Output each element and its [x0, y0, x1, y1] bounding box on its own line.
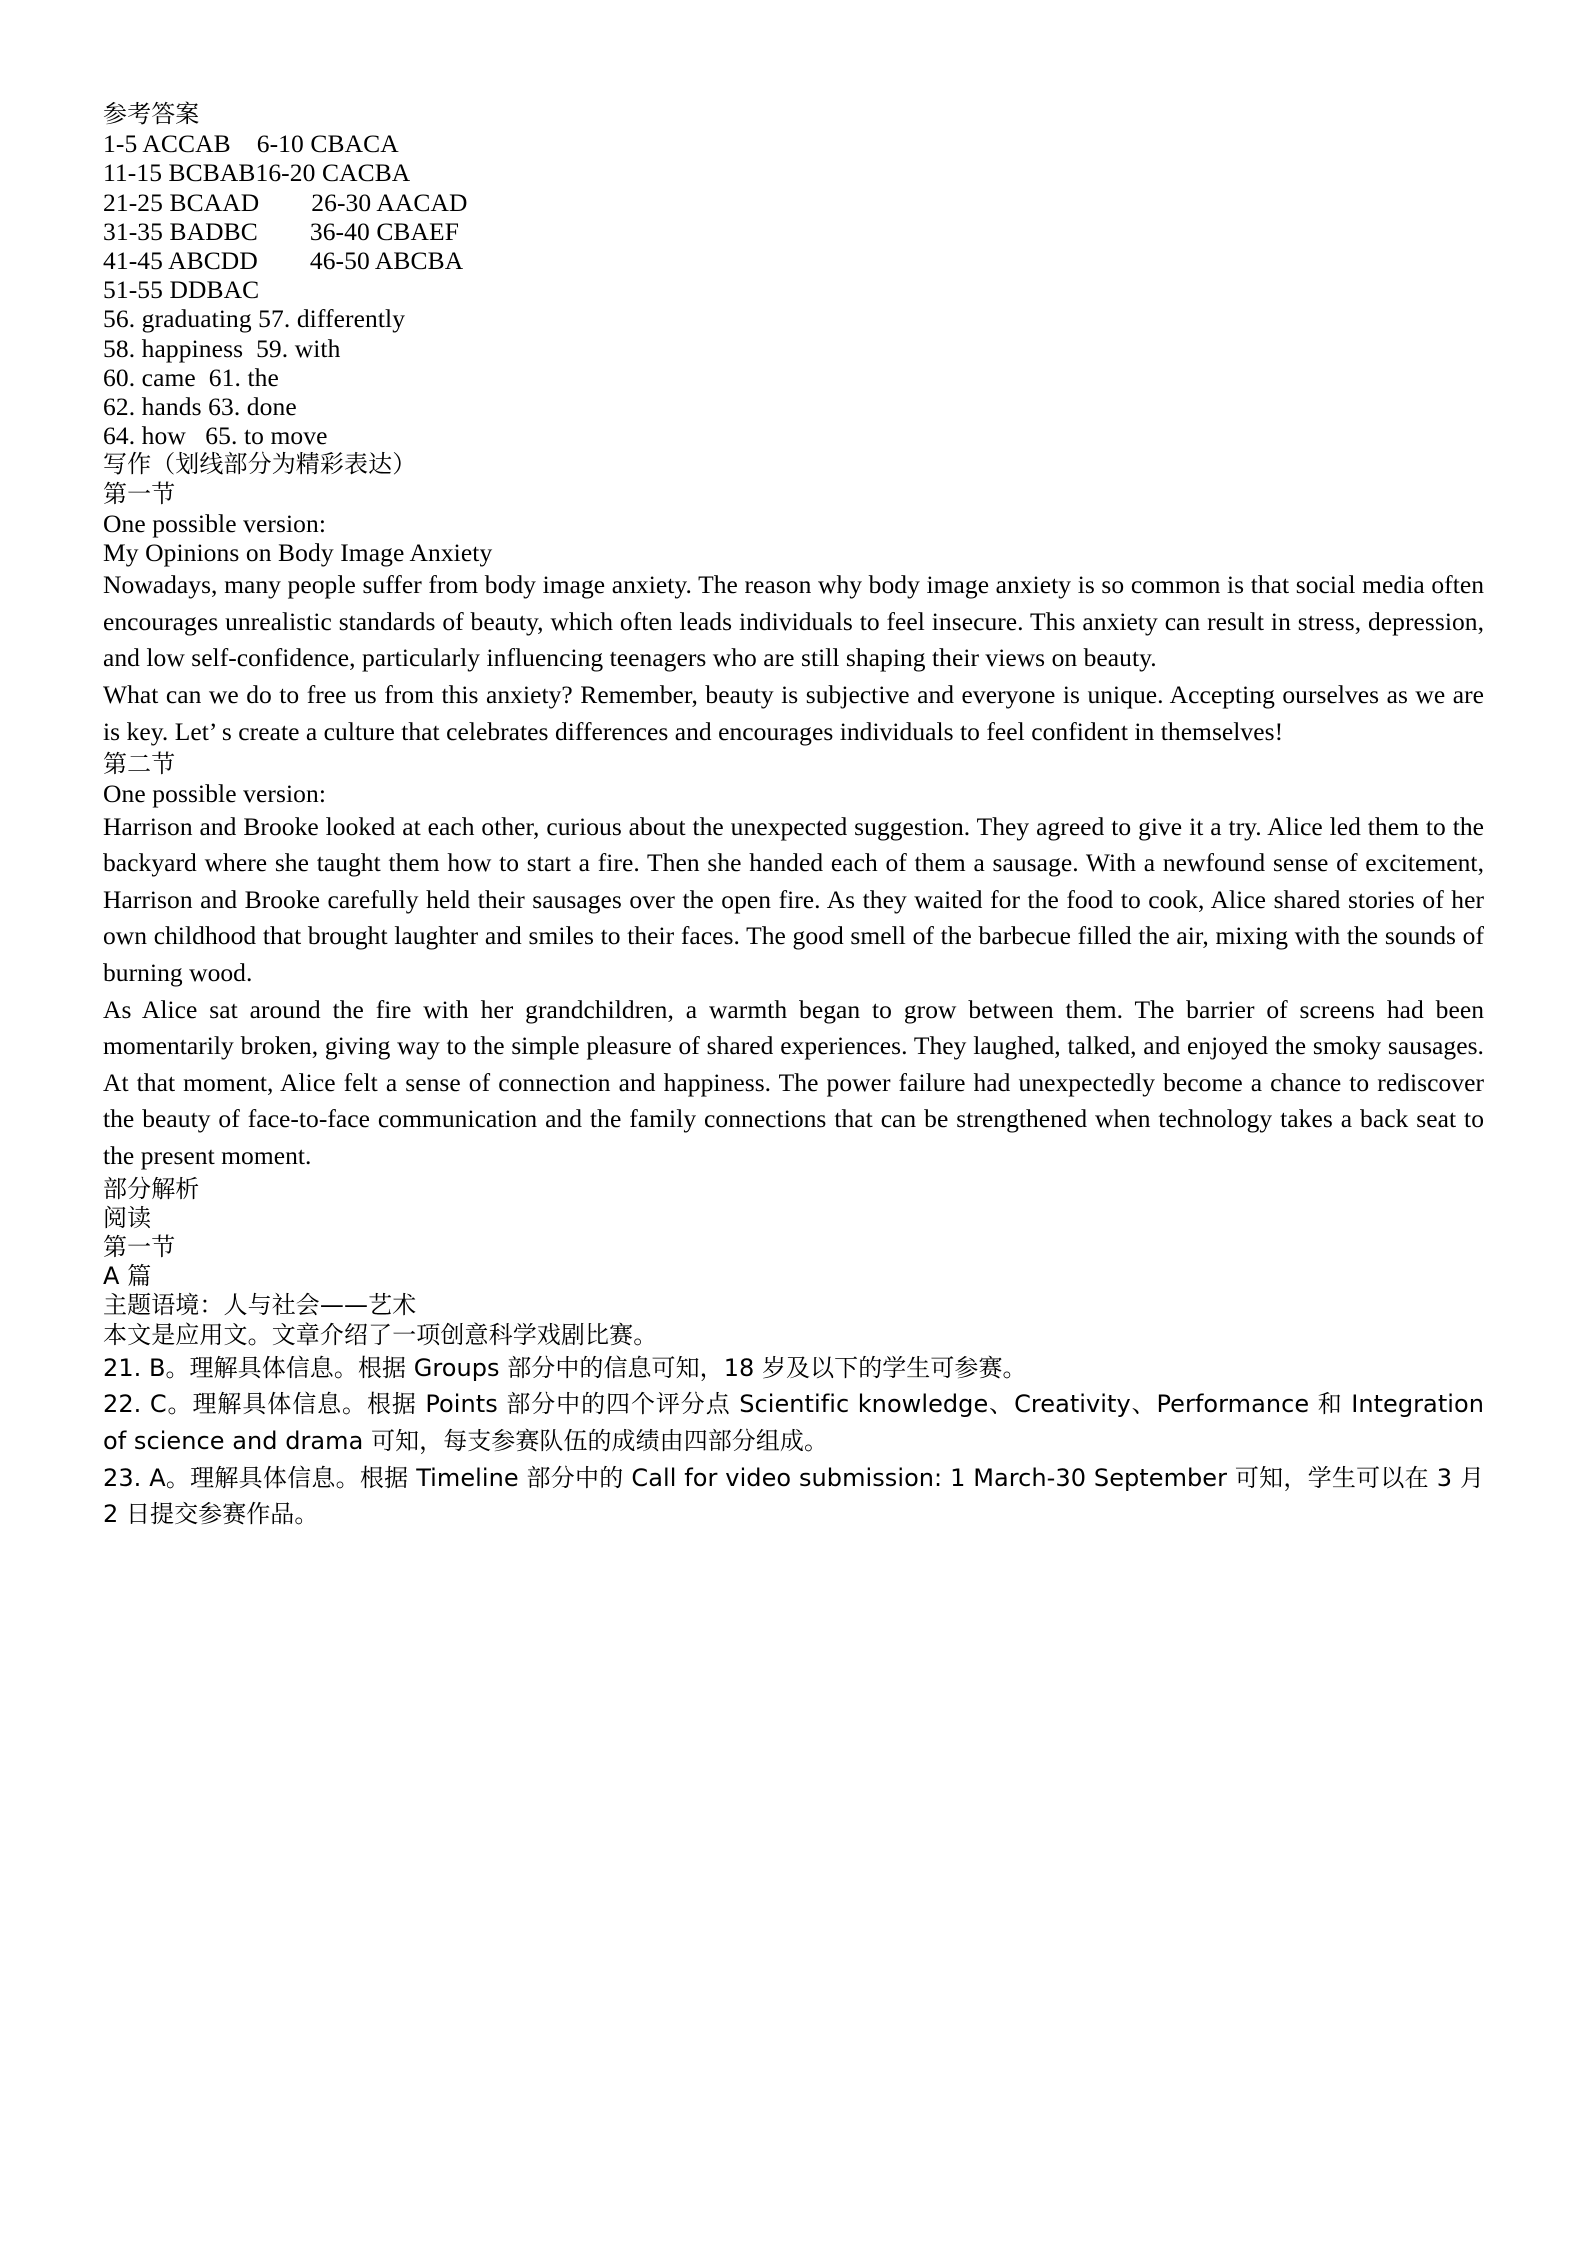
analysis-explanation: 23. A。理解具体信息。根据 Timeline 部分中的 Call for video submission: 1 March-30 September 可知，学生可以在 3 月 2 日提交参赛作品。: [103, 1463, 1484, 1529]
answer-letters-left: BCAAD: [169, 187, 260, 217]
writing-part-two-intro: One possible version:: [103, 779, 327, 809]
answer-letters-right: CBAEF: [376, 216, 460, 246]
document-content: [103, 100, 1484, 1533]
fill-in-answer-line: 56. graduating 57. differently: [103, 304, 406, 334]
analysis-summary: 本文是应用文。文章介绍了一项创意科学戏剧比赛。: [103, 1320, 658, 1349]
answer-range-left: 1-5: [103, 129, 138, 159]
fill-in-answer-line: 62. hands 63. done: [103, 392, 297, 422]
answer-letters-right: ABCBA: [374, 246, 464, 276]
answer-range-left: 41-45: [103, 246, 163, 276]
analysis-explanation: 21. B。理解具体信息。根据 Groups 部分中的信息可知，18 岁及以下的学生可参赛。: [103, 1353, 1027, 1382]
answer-range-right: 6-10: [256, 129, 304, 159]
answer-key-row: [103, 129, 1484, 158]
answer-key-row: [103, 188, 1484, 217]
essay-title: My Opinions on Body Image Anxiety: [103, 538, 493, 568]
answer-letters-right: CACBA: [321, 158, 411, 188]
answer-range-right: 26-30: [311, 187, 372, 217]
writing-part-one-label: 第一节: [103, 479, 176, 508]
essay-paragraph: As Alice sat around the fire with her grandchildren, a warmth began to grow between them. The barrier of screens had been momentarily broken, giving way to the simple pleasure of shared experiences. They laughed, talked, and enjoyed the smoky sausages. At that moment, Alice felt a sense of connection and happiness. The power failure had unexpectedly become a chance to rediscover the beauty of face-to-face communication and the family connections that can be strengthened when technology takes a back seat to the present moment.: [103, 994, 1484, 1170]
answer-key-row: [103, 217, 1484, 246]
answer-letters-left: DDBAC: [169, 275, 260, 305]
essay-paragraph: Harrison and Brooke looked at each other, curious about the unexpected suggestion. They agreed to give it a try. Alice led them to the backyard where she taught them how to start a fire. Then she handed each of them a sausage. With a newfound sense of excitement, Harrison and Brooke carefully held their sausages over the open fire. As they waited for the food to cook, Alice shared stories of her own childhood that brought laughter and smiles to their faces. The good smell of the barbecue filled the air, mixing with the sounds of burning wood.: [103, 811, 1484, 987]
answer-letters-right: AACAD: [376, 187, 468, 217]
answer-letters-left: BCBAB: [168, 158, 256, 188]
analysis-subheading: 阅读: [103, 1203, 152, 1232]
analysis-theme: 主题语境：人与社会——艺术: [103, 1291, 417, 1320]
answer-range-left: 21-25: [103, 187, 163, 217]
answer-range-left: 51-55: [103, 275, 163, 305]
fill-in-answer-line: 58. happiness 59. with: [103, 333, 341, 363]
analysis-explanation: 22. C。理解具体信息。根据 Points 部分中的四个评分点 Scientific knowledge、Creativity、Performance 和 Integration of science and drama 可知，每支参赛队伍的成绩由四部分组成。: [103, 1390, 1484, 1455]
answer-range-right: 16-20: [255, 158, 316, 188]
answer-range-right: 46-50: [309, 246, 370, 276]
page-title: 参考答案: [103, 100, 200, 128]
fill-in-answer-line: 60. came 61. the: [103, 362, 279, 392]
answer-range-right: 36-40: [309, 216, 370, 246]
answer-key-row: [103, 246, 1484, 275]
answer-letters-left: ACCAB: [142, 129, 231, 159]
answer-range-left: 11-15: [103, 158, 163, 188]
answer-range-left: 31-35: [103, 216, 163, 246]
writing-part-one-intro: One possible version:: [103, 508, 327, 538]
writing-section-heading: 写作（划线部分为精彩表达）: [103, 450, 417, 479]
answer-letters-right: CBACA: [310, 129, 399, 159]
writing-part-two-label: 第二节: [103, 750, 176, 779]
answer-letters-left: ABCDD: [168, 246, 258, 276]
essay-paragraph: What can we do to free us from this anxiety? Remember, beauty is subjective and everyone is unique. Accepting ourselves as we are is key. Let’ s create a culture that celebrates differences and encourages individuals to feel confident in themselves!: [103, 680, 1484, 746]
answer-letters-left: BADBC: [169, 216, 258, 246]
answer-key-row: [103, 158, 1484, 187]
fill-in-answer-line: 64. how 65. to move: [103, 421, 328, 451]
analysis-part-label: 第一节: [103, 1232, 176, 1261]
essay-paragraph: Nowadays, many people suffer from body image anxiety. The reason why body image anxiety is so common is that social media often encourages unrealistic standards of beauty, which often leads individuals to feel insecure. This anxiety can result in stress, depression, and low self-confidence, particularly influencing teenagers who are still shaping their views on beauty.: [103, 570, 1484, 673]
analysis-section-heading: 部分解析: [103, 1174, 200, 1203]
analysis-passage-label: A 篇: [103, 1262, 152, 1291]
answer-key-row: [103, 275, 1484, 304]
